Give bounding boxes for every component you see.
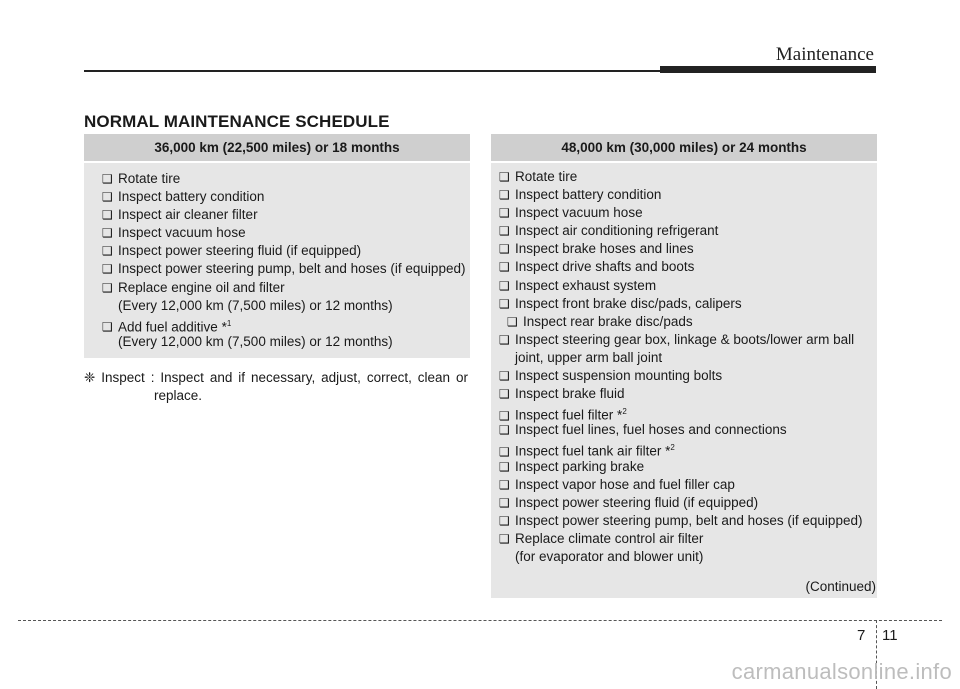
checkbox-icon: ❑ <box>102 208 113 223</box>
right-box-item-text: Inspect air conditioning refrigerant <box>515 223 719 239</box>
checkbox-icon: ❑ <box>499 332 510 347</box>
checkbox-icon: ❑ <box>499 423 510 438</box>
right-box-item-text: Inspect rear brake disc/pads <box>523 313 693 329</box>
left-box-item <box>102 188 470 206</box>
checkbox-icon: ❑ <box>499 513 510 528</box>
right-box-item-text: Inspect power steering fluid (if equipped) <box>515 494 759 510</box>
right-box-item <box>499 512 877 530</box>
right-box-item <box>499 494 877 512</box>
checkbox-icon: ❑ <box>102 320 113 335</box>
checkbox-icon: ❑ <box>499 459 510 474</box>
right-box-item <box>499 258 877 276</box>
left-box-item-text: (Every 12,000 km (7,500 miles) or 12 months) <box>118 333 393 349</box>
note-symbol: ❈ <box>84 370 96 385</box>
page-heading: NORMAL MAINTENANCE SCHEDULE <box>84 112 390 131</box>
checkbox-icon: ❑ <box>499 495 510 510</box>
right-box-item <box>499 186 877 204</box>
right-box-item <box>499 367 877 385</box>
right-box-item-text: Inspect drive shafts and boots <box>515 259 695 275</box>
right-box-items <box>491 163 877 566</box>
right-box-item-text: Rotate tire <box>515 169 578 184</box>
right-box-item-text: (for evaporator and blower unit) <box>515 548 704 564</box>
right-box-title: 48,000 km (30,000 miles) or 24 months <box>491 134 877 163</box>
checkbox-icon: ❑ <box>102 244 113 259</box>
checkbox-icon: ❑ <box>499 369 510 384</box>
checkbox-icon: ❑ <box>499 387 510 402</box>
section-title: Maintenance <box>775 44 874 65</box>
right-box-item-text: Inspect steering gear box, linkage & boots/lower arm ball <box>515 331 855 347</box>
right-box-item <box>499 403 877 421</box>
right-box-item-text: Inspect battery condition <box>515 187 662 203</box>
right-box-item <box>499 168 877 186</box>
checkbox-icon: ❑ <box>499 408 510 423</box>
checkbox-icon: ❑ <box>499 296 510 311</box>
right-box-item-text: Inspect power steering pump, belt and hoses (if equipped) <box>515 512 863 528</box>
left-box-items <box>84 163 470 351</box>
inspect-note <box>84 369 468 405</box>
right-box-item-text: Inspect fuel tank air filter * <box>515 443 671 459</box>
left-box-item-text: Replace engine oil and filter <box>118 279 285 295</box>
right-box-item-text: Inspect vapor hose and fuel filler cap <box>515 476 735 492</box>
right-box-item <box>499 313 877 331</box>
right-box-item-text: Inspect brake fluid <box>515 386 625 402</box>
left-box-item <box>102 315 470 333</box>
right-box-item-text: Inspect fuel filter * <box>515 407 623 423</box>
left-box-title: 36,000 km (22,500 miles) or 18 months <box>84 134 470 163</box>
checkbox-icon: ❑ <box>499 444 510 459</box>
footnote-marker: 2 <box>622 407 627 417</box>
right-box-item-text: Inspect front brake disc/pads, calipers <box>515 295 742 311</box>
checkbox-icon: ❑ <box>102 172 113 186</box>
left-box-item <box>102 170 470 188</box>
chapter-number: 7 <box>857 627 866 644</box>
checkbox-icon: ❑ <box>499 242 510 257</box>
left-box-item-text: Add fuel additive * <box>118 319 227 335</box>
watermark: carmanualsonline.info <box>731 659 952 684</box>
right-box-item <box>499 385 877 403</box>
right-box-item <box>499 204 877 222</box>
checkbox-icon: ❑ <box>499 477 510 492</box>
right-box-item <box>499 240 877 258</box>
right-box-item <box>499 476 877 494</box>
right-box-item-text: Inspect parking brake <box>515 458 645 474</box>
note-line-2: replace. <box>154 388 203 403</box>
note-line-1: Inspect : Inspect and if necessary, adjust, correct, clean or <box>101 370 468 385</box>
checkbox-icon: ❑ <box>499 188 510 203</box>
checkbox-icon: ❑ <box>102 262 113 277</box>
checkbox-icon: ❑ <box>499 278 510 293</box>
left-box-item <box>102 260 470 278</box>
footnote-marker: 2 <box>670 443 675 453</box>
right-box-item <box>499 222 877 240</box>
left-box-item <box>102 224 470 242</box>
right-box-item <box>499 458 877 476</box>
left-box-item-text: Inspect power steering pump, belt and hoses (if equipped) <box>118 261 466 277</box>
left-box-item <box>102 242 470 260</box>
checkbox-icon: ❑ <box>499 531 510 546</box>
footnote-marker: 1 <box>226 318 232 328</box>
checkbox-icon: ❑ <box>499 224 510 239</box>
checkbox-icon: ❑ <box>499 170 510 184</box>
right-schedule-box <box>491 134 877 598</box>
right-box-item <box>499 331 877 349</box>
left-box-item-text: Rotate tire <box>118 171 181 186</box>
right-box-item <box>499 277 877 295</box>
right-box-item-text: Inspect vacuum hose <box>515 205 643 221</box>
left-box-item <box>102 279 470 297</box>
right-box-item <box>499 349 877 367</box>
left-box-item-text: Inspect air cleaner filter <box>118 207 258 223</box>
left-box-item <box>102 206 470 224</box>
right-box-item <box>499 421 877 439</box>
header-rule-thin <box>84 70 660 72</box>
right-box-item <box>499 530 877 548</box>
right-box-item-text: joint, upper arm ball joint <box>515 349 663 365</box>
right-box-item-text: Inspect exhaust system <box>515 277 657 293</box>
left-box-item-text: (Every 12,000 km (7,500 miles) or 12 months) <box>118 297 393 313</box>
checkbox-icon: ❑ <box>102 280 113 295</box>
right-box-item <box>499 295 877 313</box>
continued-label: (Continued) <box>805 579 876 594</box>
right-box-item-text: Inspect fuel lines, fuel hoses and connections <box>515 422 787 438</box>
left-box-item-text: Inspect vacuum hose <box>118 225 246 241</box>
checkbox-icon: ❑ <box>102 190 113 205</box>
right-box-item <box>499 439 877 457</box>
checkbox-icon: ❑ <box>499 206 510 221</box>
left-box-item-text: Inspect battery condition <box>118 189 265 205</box>
checkbox-icon: ❑ <box>102 226 113 241</box>
right-box-item-text: Inspect brake hoses and lines <box>515 241 694 257</box>
footer-divider <box>18 620 942 621</box>
left-schedule-box <box>84 134 470 358</box>
checkbox-icon: ❑ <box>507 314 518 329</box>
left-box-item <box>102 297 470 315</box>
right-box-item-text: Replace climate control air filter <box>515 530 704 546</box>
right-box-item-text: Inspect suspension mounting bolts <box>515 368 723 384</box>
left-box-item-text: Inspect power steering fluid (if equipped) <box>118 243 362 259</box>
header-rule-thick <box>660 66 876 73</box>
page-number: 11 <box>882 627 898 644</box>
right-box-item <box>499 548 877 566</box>
left-box-item <box>102 333 470 351</box>
checkbox-icon: ❑ <box>499 260 510 275</box>
